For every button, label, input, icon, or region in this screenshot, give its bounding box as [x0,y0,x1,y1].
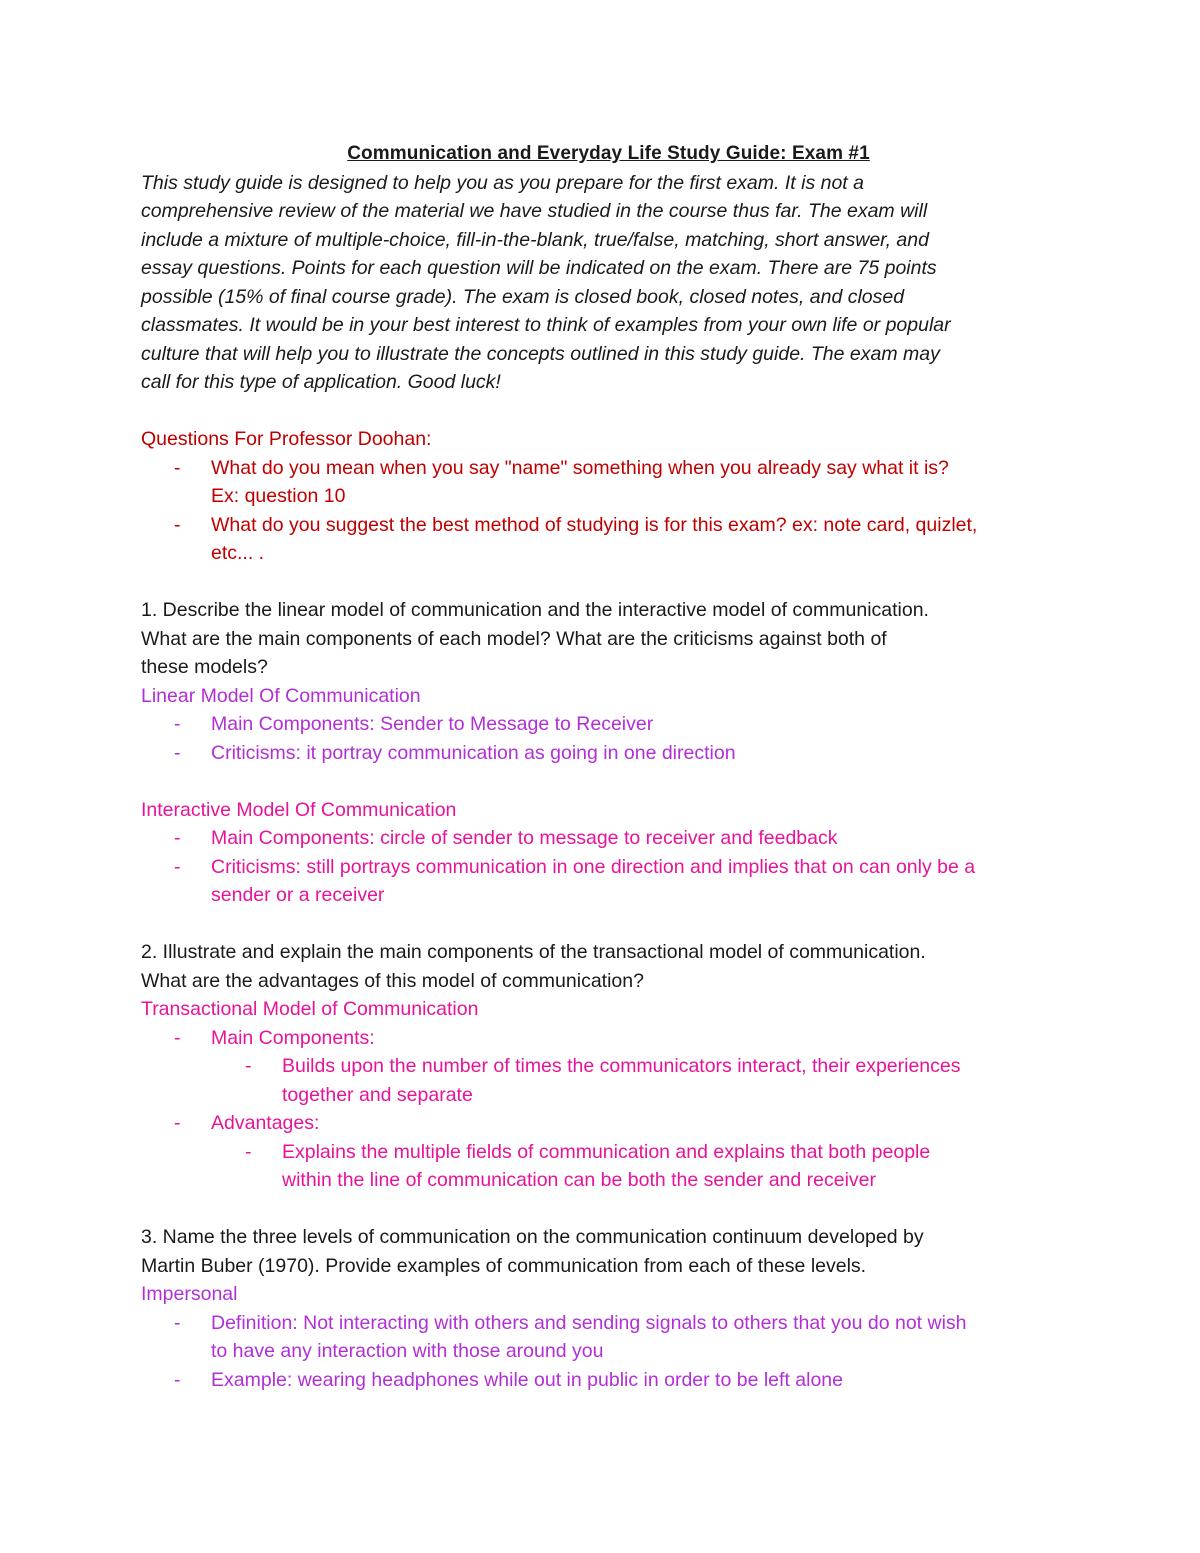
list-item [141,710,1076,739]
professor-questions-heading: Questions For Professor Doohan: [141,428,432,450]
list-item-text: Main Components: [211,1026,375,1049]
bullet-dash: - [174,1112,181,1134]
interactive-model-heading: Interactive Model Of Communication [141,798,457,821]
intro-line: include a mixture of multiple-choice, fill-in-the-blank, true/false, matching, short answer, and [141,228,929,251]
list-item-text: Main Components: circle of sender to message to receiver and feedback [211,827,838,849]
spacer [141,568,1076,597]
list-item [141,454,1076,483]
sub-list-item-continuation: within the line of communication can be both the sender and receiver [282,1169,877,1191]
question-2-line: 2. Illustrate and explain the main components of the transactional model of communication. [141,941,926,963]
question-1-line: these models? [141,656,268,678]
list-item [141,511,1076,540]
list-item-continuation: sender or a receiver [211,884,385,906]
list-item-text: Criticisms: it portray communication as going in one direction [211,741,736,764]
list-item-text: Criticisms: still portrays communication in one direction and implies that on can only be a [211,855,976,878]
intro-line: classmates. It would be in your best interest to think of examples from your own life or popular [141,314,951,336]
question-1-line: 1. Describe the linear model of communication and the interactive model of communication. [141,599,929,621]
intro-line: culture that will help you to illustrate the concepts outlined in this study guide. The exam may [141,342,940,365]
impersonal-heading: Impersonal [141,1283,238,1305]
list-item [141,824,1076,853]
intro-paragraph [141,169,1076,397]
bullet-dash: - [174,1368,181,1391]
list-item-text: Builds upon the number of times the communicators interact, their experiences [282,1055,961,1077]
bullet-dash: - [174,456,181,479]
sub-list-item-continuation: together and separate [282,1083,473,1106]
list-item-text: Main Components: Sender to Message to Receiver [211,713,654,735]
list-item-continuation: etc... . [211,542,265,564]
bullet-dash: - [245,1140,252,1163]
list-item-continuation: Ex: question 10 [211,485,346,507]
intro-line: call for this type of application. Good luck! [141,371,501,393]
list-item-text: Example: wearing headphones while out in public in order to be left alone [211,1368,843,1391]
intro-line: essay questions. Points for each question will be indicated on the exam. There are 75 points [141,257,937,279]
bullet-dash: - [174,1026,181,1049]
list-item [141,853,1076,882]
spacer [141,397,1076,426]
list-item [141,1366,1076,1395]
list-item-continuation: to have any interaction with those around you [211,1340,604,1362]
list-item [141,1309,1076,1338]
list-item [141,1109,1076,1138]
linear-model-heading: Linear Model Of Communication [141,684,421,707]
question-3-line: Martin Buber (1970). Provide examples of communication from each of these levels. [141,1254,867,1277]
intro-line: comprehensive review of the material we have studied in the course thus far. The exam will [141,200,928,222]
intro-line: This study guide is designed to help you as you prepare for the first exam. It is not a [141,171,864,194]
sub-list-item [141,1138,1076,1167]
list-item [141,1024,1076,1053]
question-2-line: What are the advantages of this model of communication? [141,969,644,992]
bullet-dash: - [174,513,181,536]
list-item-text: What do you mean when you say "name" something when you already say what it is? [211,456,949,479]
question-1-line: What are the main components of each model? What are the criticisms against both of [141,627,887,650]
intro-line: possible (15% of final course grade). The exam is closed book, closed notes, and closed [141,285,905,308]
list-item [141,739,1076,768]
spacer [141,1195,1076,1224]
bullet-dash: - [174,713,181,735]
list-item-text: Explains the multiple fields of communication and explains that both people [282,1140,931,1163]
page-title: Communication and Everyday Life Study Guide: Exam #1 [347,143,870,164]
list-item-text: Definition: Not interacting with others and sending signals to others that you do not wish [211,1311,967,1334]
list-item-text: Advantages: [211,1112,320,1134]
bullet-dash: - [245,1055,252,1077]
list-item-text: What do you suggest the best method of studying is for this exam? ex: note card, quizlet, [211,513,978,536]
bullet-dash: - [174,741,181,764]
bullet-dash: - [174,855,181,878]
sub-list-item [141,1052,1076,1081]
transactional-model-heading: Transactional Model of Communication [141,998,479,1020]
bullet-dash: - [174,1311,181,1334]
document-page [141,140,1076,1394]
bullet-dash: - [174,827,181,849]
spacer [141,767,1076,796]
spacer [141,910,1076,939]
question-3-line: 3. Name the three levels of communication on the communication continuum developed by [141,1226,924,1248]
